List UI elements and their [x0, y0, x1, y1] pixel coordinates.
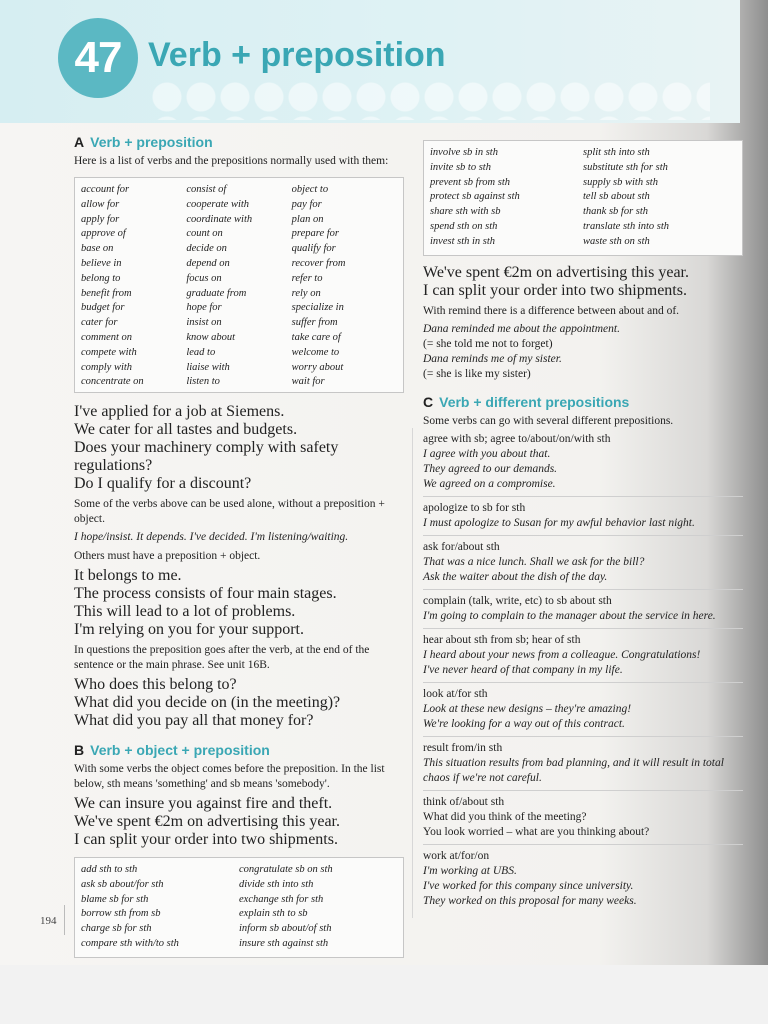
verb-list-box	[74, 177, 404, 393]
example-sentence: You look worried – what are you thinking about?	[423, 825, 650, 838]
verb-entry: recover from	[291, 257, 346, 269]
example-sentence: We can insure you against fire and theft.	[74, 795, 333, 812]
verb-entry: cater for	[81, 317, 118, 329]
verb-entry: liaise with	[186, 361, 230, 373]
verb-entry: object to	[291, 184, 329, 195]
verb-entry: focus on	[186, 272, 222, 284]
remind-note: With remind there is a difference between about and of.	[423, 304, 680, 317]
pattern-heading: apologize to sb for sth	[423, 501, 526, 514]
example-sentence: We agreed on a compromise.	[423, 477, 556, 490]
header-pattern	[150, 80, 710, 120]
verb-entry: plan on	[291, 213, 324, 225]
section-b-intro: With some verbs the object comes before the preposition. In the list below, sth means 'something' and sb means 'somebody'.	[74, 763, 385, 790]
verb-entry: compare sth with/to sth	[81, 937, 179, 949]
remind-example-1: Dana reminded me about the appointment.	[423, 322, 620, 335]
section-a-intro: Here is a list of verbs and the prepositions normally used with them:	[74, 155, 389, 167]
verb-entry: listen to	[186, 376, 220, 388]
verb-entry: share sth with sb	[430, 206, 501, 218]
verb-entry: spend sth on sth	[430, 220, 498, 232]
verb-entry: invest sth in sth	[430, 235, 496, 247]
verb-object-col-1	[81, 863, 239, 952]
verb-entry: tell sb about sth	[583, 191, 650, 203]
verb-entry: consist of	[186, 184, 227, 195]
verb-entry: prepare for	[291, 228, 339, 240]
verb-object-list-box-continued	[423, 140, 743, 256]
page-margin-mark	[64, 905, 65, 935]
verb-entry: budget for	[81, 302, 125, 314]
examples-b	[74, 795, 404, 849]
verb-entry: charge sb for sth	[81, 923, 152, 935]
example-sentence: I've never heard of that company in my life.	[423, 663, 623, 676]
example-sentence: We cater for all tastes and budgets.	[74, 421, 298, 438]
example-sentence: This will lead to a lot of problems.	[74, 603, 296, 620]
verb-entry: wait for	[291, 376, 325, 388]
examples-a1	[74, 403, 404, 493]
verb-entry: know about	[186, 331, 236, 343]
verb-entry: coordinate with	[186, 213, 253, 225]
verb-entry: apply for	[81, 213, 120, 225]
example-sentence: Do I qualify for a discount?	[74, 475, 252, 492]
example-sentence: They agreed to our demands.	[423, 462, 558, 475]
example-sentence: I'm working at UBS.	[423, 864, 517, 877]
verb-entry: depend on	[186, 257, 230, 269]
example-sentence: This situation results from bad planning, and it will result in total chaos if we're not careful.	[423, 756, 724, 784]
verb-entry: graduate from	[186, 287, 247, 299]
verb-entry: suffer from	[291, 317, 338, 329]
verb-entry: base on	[81, 243, 114, 255]
verb-list-col-3	[292, 183, 397, 387]
verb-object-col-3	[430, 146, 583, 250]
verb-entry: refer to	[291, 272, 323, 284]
example-sentence: The process consists of four main stages.	[74, 585, 337, 602]
example-sentence: We're looking for a way out of this contract.	[423, 717, 625, 730]
verb-entry: inform sb about/of sth	[239, 923, 332, 935]
verb-entry: cooperate with	[186, 198, 250, 210]
example-sentence: I must apologize to Susan for my awful behavior last night.	[423, 516, 695, 529]
verb-entry: compete with	[81, 346, 137, 358]
verb-entry: divide sth into sth	[239, 878, 314, 890]
unit-title: Verb + preposition	[148, 36, 446, 74]
column-divider	[412, 428, 413, 918]
verb-entry: take care of	[291, 331, 341, 343]
verb-entry: approve of	[81, 228, 126, 240]
right-column	[423, 140, 743, 909]
verb-entry: count on	[186, 228, 223, 240]
examples-a2: I hope/insist. It depends. I've decided. I'm listening/waiting.	[74, 531, 349, 543]
example-sentence: I can split your order into two shipments.	[423, 281, 687, 299]
verb-entry: prevent sb from sth	[430, 176, 511, 188]
section-a-heading: A Verb + preposition	[74, 134, 213, 150]
verb-object-list-box	[74, 857, 404, 958]
example-sentence: I can split your order into two shipments.	[74, 831, 338, 848]
verb-list-col-1	[81, 183, 186, 387]
example-sentence: Ask the waiter about the dish of the day.	[423, 570, 608, 583]
verb-entry: specialize in	[291, 302, 344, 314]
verb-entry: welcome to	[291, 346, 340, 358]
pattern-heading: work at/for/on	[423, 849, 490, 862]
example-sentence: They worked on this proposal for many weeks.	[423, 894, 637, 907]
left-column	[74, 134, 404, 958]
example-sentence: We've spent €2m on advertising this year.	[74, 813, 340, 830]
example-sentence: I'm going to complain to the manager about the service in here.	[423, 609, 716, 622]
verb-list-col-2	[186, 183, 291, 387]
examples-a3	[74, 567, 404, 639]
verb-entry: translate sth into sth	[583, 220, 670, 232]
examples-right	[423, 264, 743, 300]
verb-entry: belong to	[81, 272, 121, 284]
pattern-heading: hear about sth from sb; hear of sth	[423, 633, 581, 646]
verb-entry: pay for	[291, 198, 322, 210]
pattern-heading: result from/in sth	[423, 741, 503, 754]
example-sentence: It belongs to me.	[74, 567, 182, 584]
verb-entry: worry about	[291, 361, 344, 373]
verb-entry: blame sb for sth	[81, 893, 149, 905]
verb-entry: waste sth on sth	[583, 235, 650, 247]
group-divider	[423, 790, 743, 791]
verb-entry: insure sth against sth	[239, 937, 329, 949]
verb-entry: supply sb with sth	[583, 176, 658, 188]
verb-entry: congratulate sb on sth	[239, 864, 333, 875]
verb-entry: explain sth to sb	[239, 908, 308, 920]
verb-entry: insist on	[186, 317, 222, 329]
remind-gloss-1: (= she told me not to forget)	[423, 337, 553, 350]
verb-entry: add sth to sth	[81, 864, 138, 875]
section-c-groups	[423, 432, 743, 909]
page-number: 194	[40, 915, 57, 927]
unit-header	[0, 0, 740, 123]
example-sentence: Who does this belong to?	[74, 676, 237, 693]
remind-gloss-2: (= she is like my sister)	[423, 367, 531, 380]
verb-entry: invite sb to sth	[430, 161, 491, 173]
group-divider	[423, 628, 743, 629]
verb-entry: ask sb about/for sth	[81, 878, 164, 890]
group-divider	[423, 736, 743, 737]
verb-entry: borrow sth from sb	[81, 908, 161, 920]
verb-entry: decide on	[186, 243, 227, 255]
unit-number-badge: 47	[58, 18, 138, 98]
verb-entry: thank sb for sth	[583, 206, 649, 218]
pattern-heading: look at/for sth	[423, 687, 488, 700]
example-sentence: I agree with you about that.	[423, 447, 551, 460]
example-sentence: I've applied for a job at Siemens.	[74, 403, 285, 420]
example-sentence: Does your machinery comply with safety regulations?	[74, 439, 339, 474]
verb-entry: comment on	[81, 331, 133, 343]
verb-entry: protect sb against sth	[430, 191, 520, 203]
scan-background	[0, 965, 768, 1024]
example-sentence: What did you think of the meeting?	[423, 810, 587, 823]
group-divider	[423, 682, 743, 683]
pattern-heading: agree with sb; agree to/about/on/with sth	[423, 432, 611, 445]
example-sentence: I'm relying on you for your support.	[74, 621, 304, 638]
example-sentence: We've spent €2m on advertising this year.	[423, 263, 689, 281]
example-sentence: That was a nice lunch. Shall we ask for the bill?	[423, 555, 645, 568]
group-divider	[423, 844, 743, 845]
section-a-text4: In questions the preposition goes after the verb, at the end of the sentence or the main phrase. See unit 16B.	[74, 644, 370, 671]
verb-entry: qualify for	[291, 243, 336, 255]
remind-example-2: Dana reminds me of my sister.	[423, 352, 562, 365]
group-divider	[423, 496, 743, 497]
example-sentence: I heard about your news from a colleague. Congratulations!	[423, 648, 701, 661]
examples-a4	[74, 676, 404, 730]
pattern-heading: ask for/about sth	[423, 540, 500, 553]
section-a-text3: Others must have a preposition + object.	[74, 550, 261, 562]
verb-entry: account for	[81, 184, 130, 195]
verb-entry: comply with	[81, 361, 133, 373]
group-divider	[423, 589, 743, 590]
verb-entry: benefit from	[81, 287, 132, 299]
pattern-heading: think of/about sth	[423, 795, 505, 808]
section-b-heading: B Verb + object + preposition	[74, 742, 270, 758]
example-sentence: What did you decide on (in the meeting)?	[74, 694, 341, 711]
section-a-text2: Some of the verbs above can be used alone, without a preposition + object.	[74, 498, 385, 525]
verb-entry: exchange sth for sth	[239, 893, 324, 905]
verb-entry: involve sb in sth	[430, 147, 498, 158]
section-c-heading: C Verb + different prepositions	[423, 393, 630, 410]
verb-entry: split sth into sth	[583, 147, 650, 158]
verb-entry: substitute sth for sth	[583, 161, 668, 173]
verb-entry: lead to	[186, 346, 216, 358]
verb-entry: hope for	[186, 302, 222, 314]
example-sentence: Look at these new designs – they're amazing!	[423, 702, 632, 715]
verb-entry: concentrate on	[81, 376, 144, 388]
pattern-heading: complain (talk, write, etc) to sb about sth	[423, 594, 612, 607]
verb-object-col-2	[239, 863, 397, 952]
verb-object-col-4	[583, 146, 736, 250]
verb-entry: rely on	[291, 287, 321, 299]
group-divider	[423, 535, 743, 536]
section-c-intro: Some verbs can go with several different prepositions.	[423, 414, 674, 427]
verb-entry: allow for	[81, 198, 120, 210]
verb-entry: believe in	[81, 257, 122, 269]
example-sentence: What did you pay all that money for?	[74, 712, 314, 729]
example-sentence: I've worked for this company since university.	[423, 879, 634, 892]
